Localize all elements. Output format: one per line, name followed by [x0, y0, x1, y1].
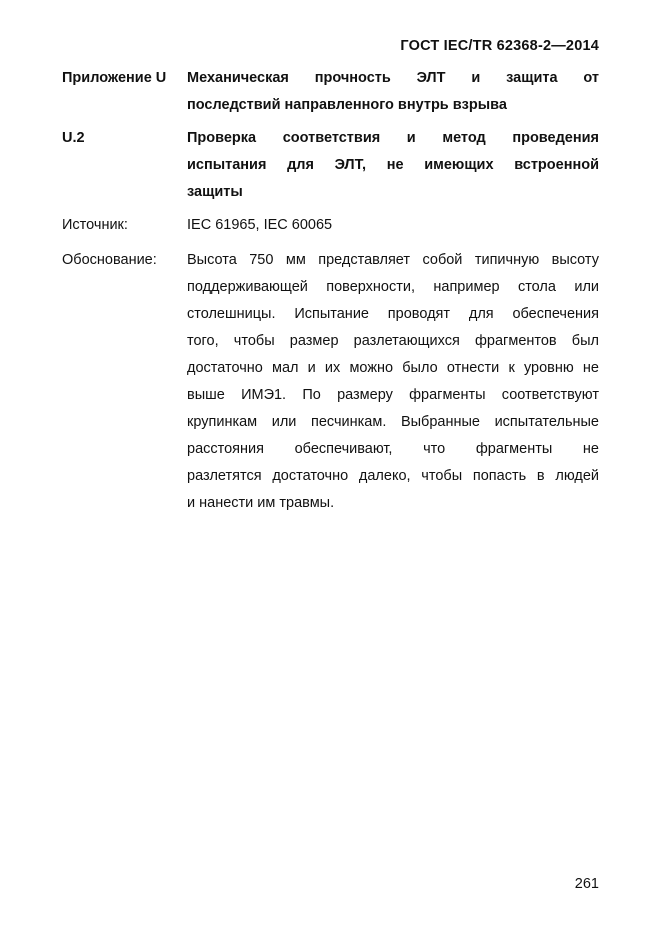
rationale-line: достаточно мал и их можно было отнести к уровню не — [187, 360, 599, 376]
section-title-line: испытания для ЭЛТ, не имеющих встроенной — [187, 157, 599, 173]
annex-title-line: Механическая прочность ЭЛТ и защита от — [187, 70, 599, 86]
rationale-text — [187, 247, 599, 517]
source-value — [187, 212, 599, 239]
rationale-line: крупинкам или песчинкам. Выбранные испытательные — [187, 414, 599, 430]
source-row — [62, 212, 599, 239]
annex-label: Приложение U — [62, 70, 167, 86]
section-title — [187, 125, 599, 206]
rationale-line: Высота 750 мм представляет собой типичную высоту — [187, 252, 599, 268]
source-label: Источник: — [62, 217, 128, 233]
rationale-label: Обоснование: — [62, 252, 157, 268]
rationale-line: столешницы. Испытание проводят для обеспечения — [187, 306, 599, 322]
rationale-line: выше ИМЭ1. По размеру фрагменты соответствуют — [187, 387, 599, 403]
rationale-line: поддерживающей поверхности, например стола или — [187, 279, 599, 295]
section-number: U.2 — [62, 130, 85, 146]
section-title-line: защиты — [187, 184, 243, 200]
annex-title — [187, 65, 599, 119]
rationale-line: и нанести им травмы. — [187, 495, 335, 511]
section-heading — [62, 125, 599, 206]
rationale-line: разлетятся достаточно далеко, чтобы попасть в людей — [187, 468, 599, 484]
source-value-text: IEC 61965, IEC 60065 — [187, 217, 333, 233]
page-number: 261 — [574, 876, 599, 892]
section-title-line: Проверка соответствия и метод проведения — [187, 130, 599, 146]
annex-heading — [62, 65, 599, 119]
annex-title-line: последствий направленного внутрь взрыва — [187, 97, 507, 113]
rationale-row — [62, 247, 599, 517]
rationale-line: того, чтобы размер разлетающихся фрагментов был — [187, 333, 599, 349]
rationale-line: расстояния обеспечивают, что фрагменты не — [187, 441, 599, 457]
document-code-header: ГОСТ IEC/TR 62368-2—2014 — [400, 38, 599, 54]
